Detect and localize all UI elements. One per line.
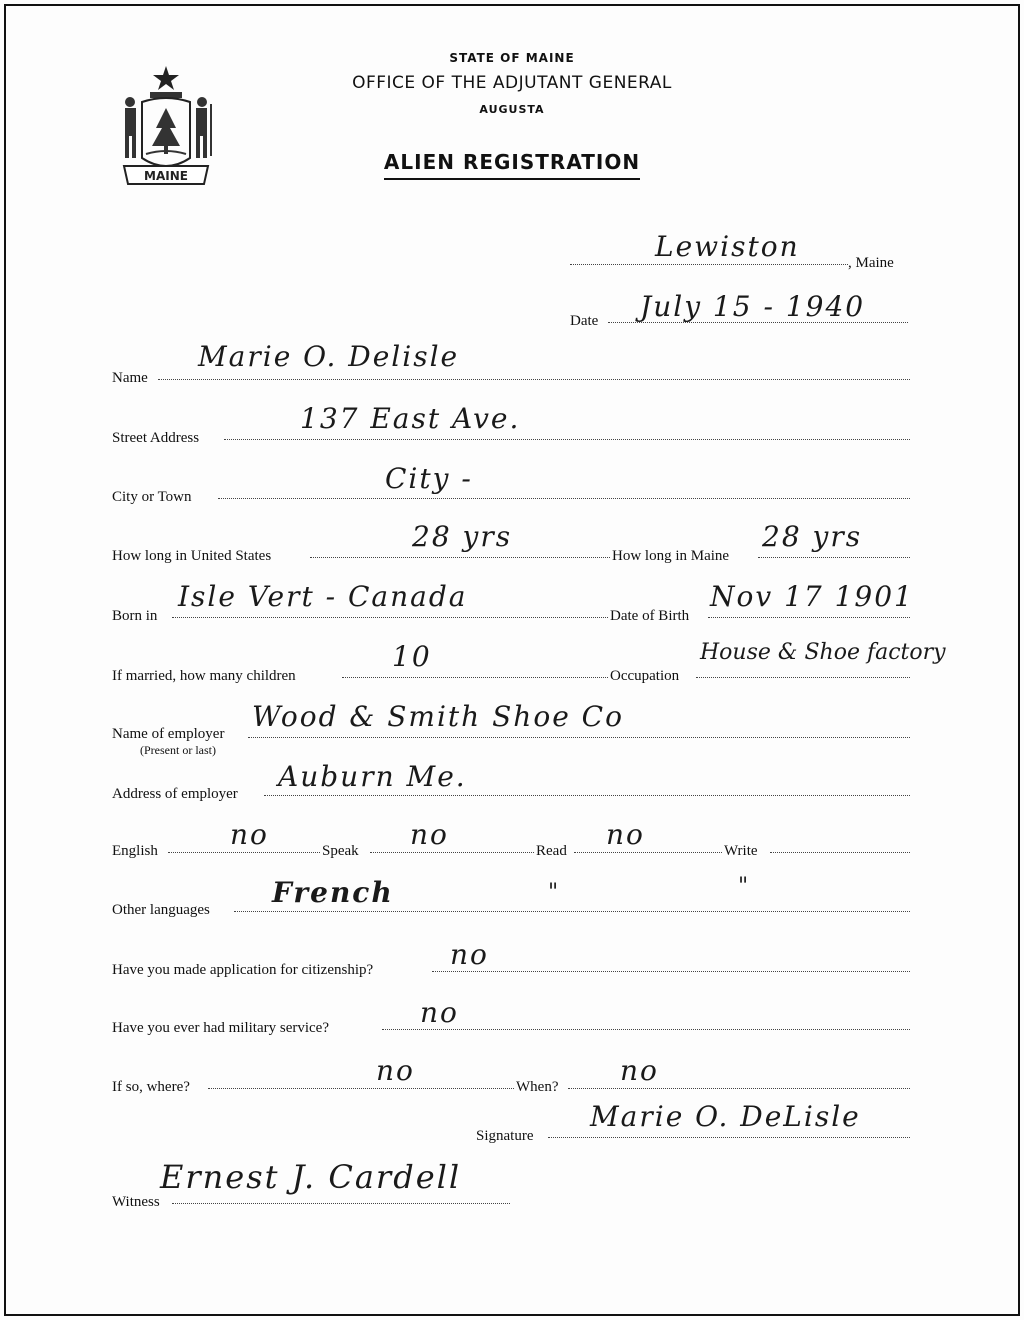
other-lang-ditto-2: " xyxy=(738,874,751,899)
city-label: City or Town xyxy=(112,489,192,505)
seal-text: MAINE xyxy=(144,169,188,183)
dob-label: Date of Birth xyxy=(610,608,690,624)
name-label: Name xyxy=(112,370,148,386)
speak-label: Speak xyxy=(322,843,359,859)
long-maine-line xyxy=(758,557,910,558)
where-value[interactable]: no xyxy=(376,1054,415,1087)
military-label: Have you ever had military service? xyxy=(112,1020,329,1036)
city-line xyxy=(218,498,910,499)
town-line xyxy=(570,264,848,265)
citizenship-label: Have you made application for citizenship? xyxy=(112,962,374,978)
children-label: If married, how many children xyxy=(112,668,296,684)
street-label: Street Address xyxy=(112,430,200,446)
employer-line xyxy=(248,737,910,738)
witness-value[interactable]: Ernest J. Cardell xyxy=(160,1158,462,1196)
employer-label: Name of employer xyxy=(112,726,225,742)
signature-line xyxy=(548,1137,910,1138)
speak-line xyxy=(168,852,320,853)
read-line xyxy=(370,852,534,853)
signature-value[interactable]: Marie O. DeLisle xyxy=(590,1100,861,1133)
when-line xyxy=(568,1088,910,1089)
english-write-value[interactable]: no xyxy=(606,818,645,851)
write-label: Write xyxy=(724,843,758,859)
date-label: Date xyxy=(570,313,599,329)
military-line xyxy=(382,1029,910,1030)
form-title xyxy=(0,150,1024,174)
employer-addr-value[interactable]: Auburn Me. xyxy=(278,760,467,793)
long-maine-value[interactable]: 28 yrs xyxy=(762,520,863,553)
employer-value[interactable]: Wood & Smith Shoe Co xyxy=(252,700,624,733)
military-value[interactable]: no xyxy=(420,996,459,1029)
english-speak-value[interactable]: no xyxy=(230,818,269,851)
employer-sub-label: (Present or last) xyxy=(140,743,216,757)
citizenship-value[interactable]: no xyxy=(450,938,489,971)
name-value[interactable]: Marie O. Delisle xyxy=(198,340,460,373)
employer-addr-line xyxy=(264,795,910,796)
when-value[interactable]: no xyxy=(620,1054,659,1087)
signature-label: Signature xyxy=(476,1128,534,1144)
name-line xyxy=(158,379,910,380)
city-value[interactable]: City - xyxy=(385,462,473,495)
witness-line xyxy=(172,1203,510,1204)
long-us-value[interactable]: 28 yrs xyxy=(412,520,513,553)
children-value[interactable]: 10 xyxy=(392,640,432,673)
long-maine-label: How long in Maine xyxy=(612,548,730,564)
employer-addr-label: Address of employer xyxy=(112,786,238,802)
other-lang-line xyxy=(234,911,910,912)
english-label: English xyxy=(112,843,158,859)
write-tail-line xyxy=(770,852,910,853)
header-state: STATE OF MAINE xyxy=(449,51,575,65)
other-lang-label: Other languages xyxy=(112,902,210,918)
when-label: When? xyxy=(516,1079,559,1095)
born-label: Born in xyxy=(112,608,158,624)
maine-label: , Maine xyxy=(848,255,894,271)
town-value[interactable]: Lewiston xyxy=(655,230,800,263)
write-line xyxy=(574,852,722,853)
header-office: OFFICE OF THE ADJUTANT GENERAL xyxy=(352,73,672,93)
children-line xyxy=(342,677,608,678)
dob-value[interactable]: Nov 17 1901 xyxy=(710,580,914,613)
born-line xyxy=(172,617,608,618)
date-value[interactable]: July 15 - 1940 xyxy=(640,290,866,323)
street-line xyxy=(224,439,910,440)
citizenship-line xyxy=(432,971,910,972)
witness-label: Witness xyxy=(112,1194,160,1210)
other-lang-ditto-1: " xyxy=(548,880,561,905)
header-city: AUGUSTA xyxy=(479,103,545,116)
other-lang-value[interactable]: French xyxy=(272,876,394,909)
where-label: If so, where? xyxy=(112,1079,190,1095)
occupation-value[interactable]: House & Shoe factory xyxy=(700,640,946,665)
read-label: Read xyxy=(536,843,567,859)
form-title-text: ALIEN REGISTRATION xyxy=(384,150,640,180)
born-value[interactable]: Isle Vert - Canada xyxy=(178,580,468,613)
occupation-line xyxy=(696,677,910,678)
occupation-label: Occupation xyxy=(610,668,680,684)
long-us-line xyxy=(310,557,610,558)
english-read-value[interactable]: no xyxy=(410,818,449,851)
dob-line xyxy=(708,617,910,618)
where-line xyxy=(208,1088,514,1089)
street-value[interactable]: 137 East Ave. xyxy=(300,402,521,435)
long-us-label: How long in United States xyxy=(112,548,272,564)
